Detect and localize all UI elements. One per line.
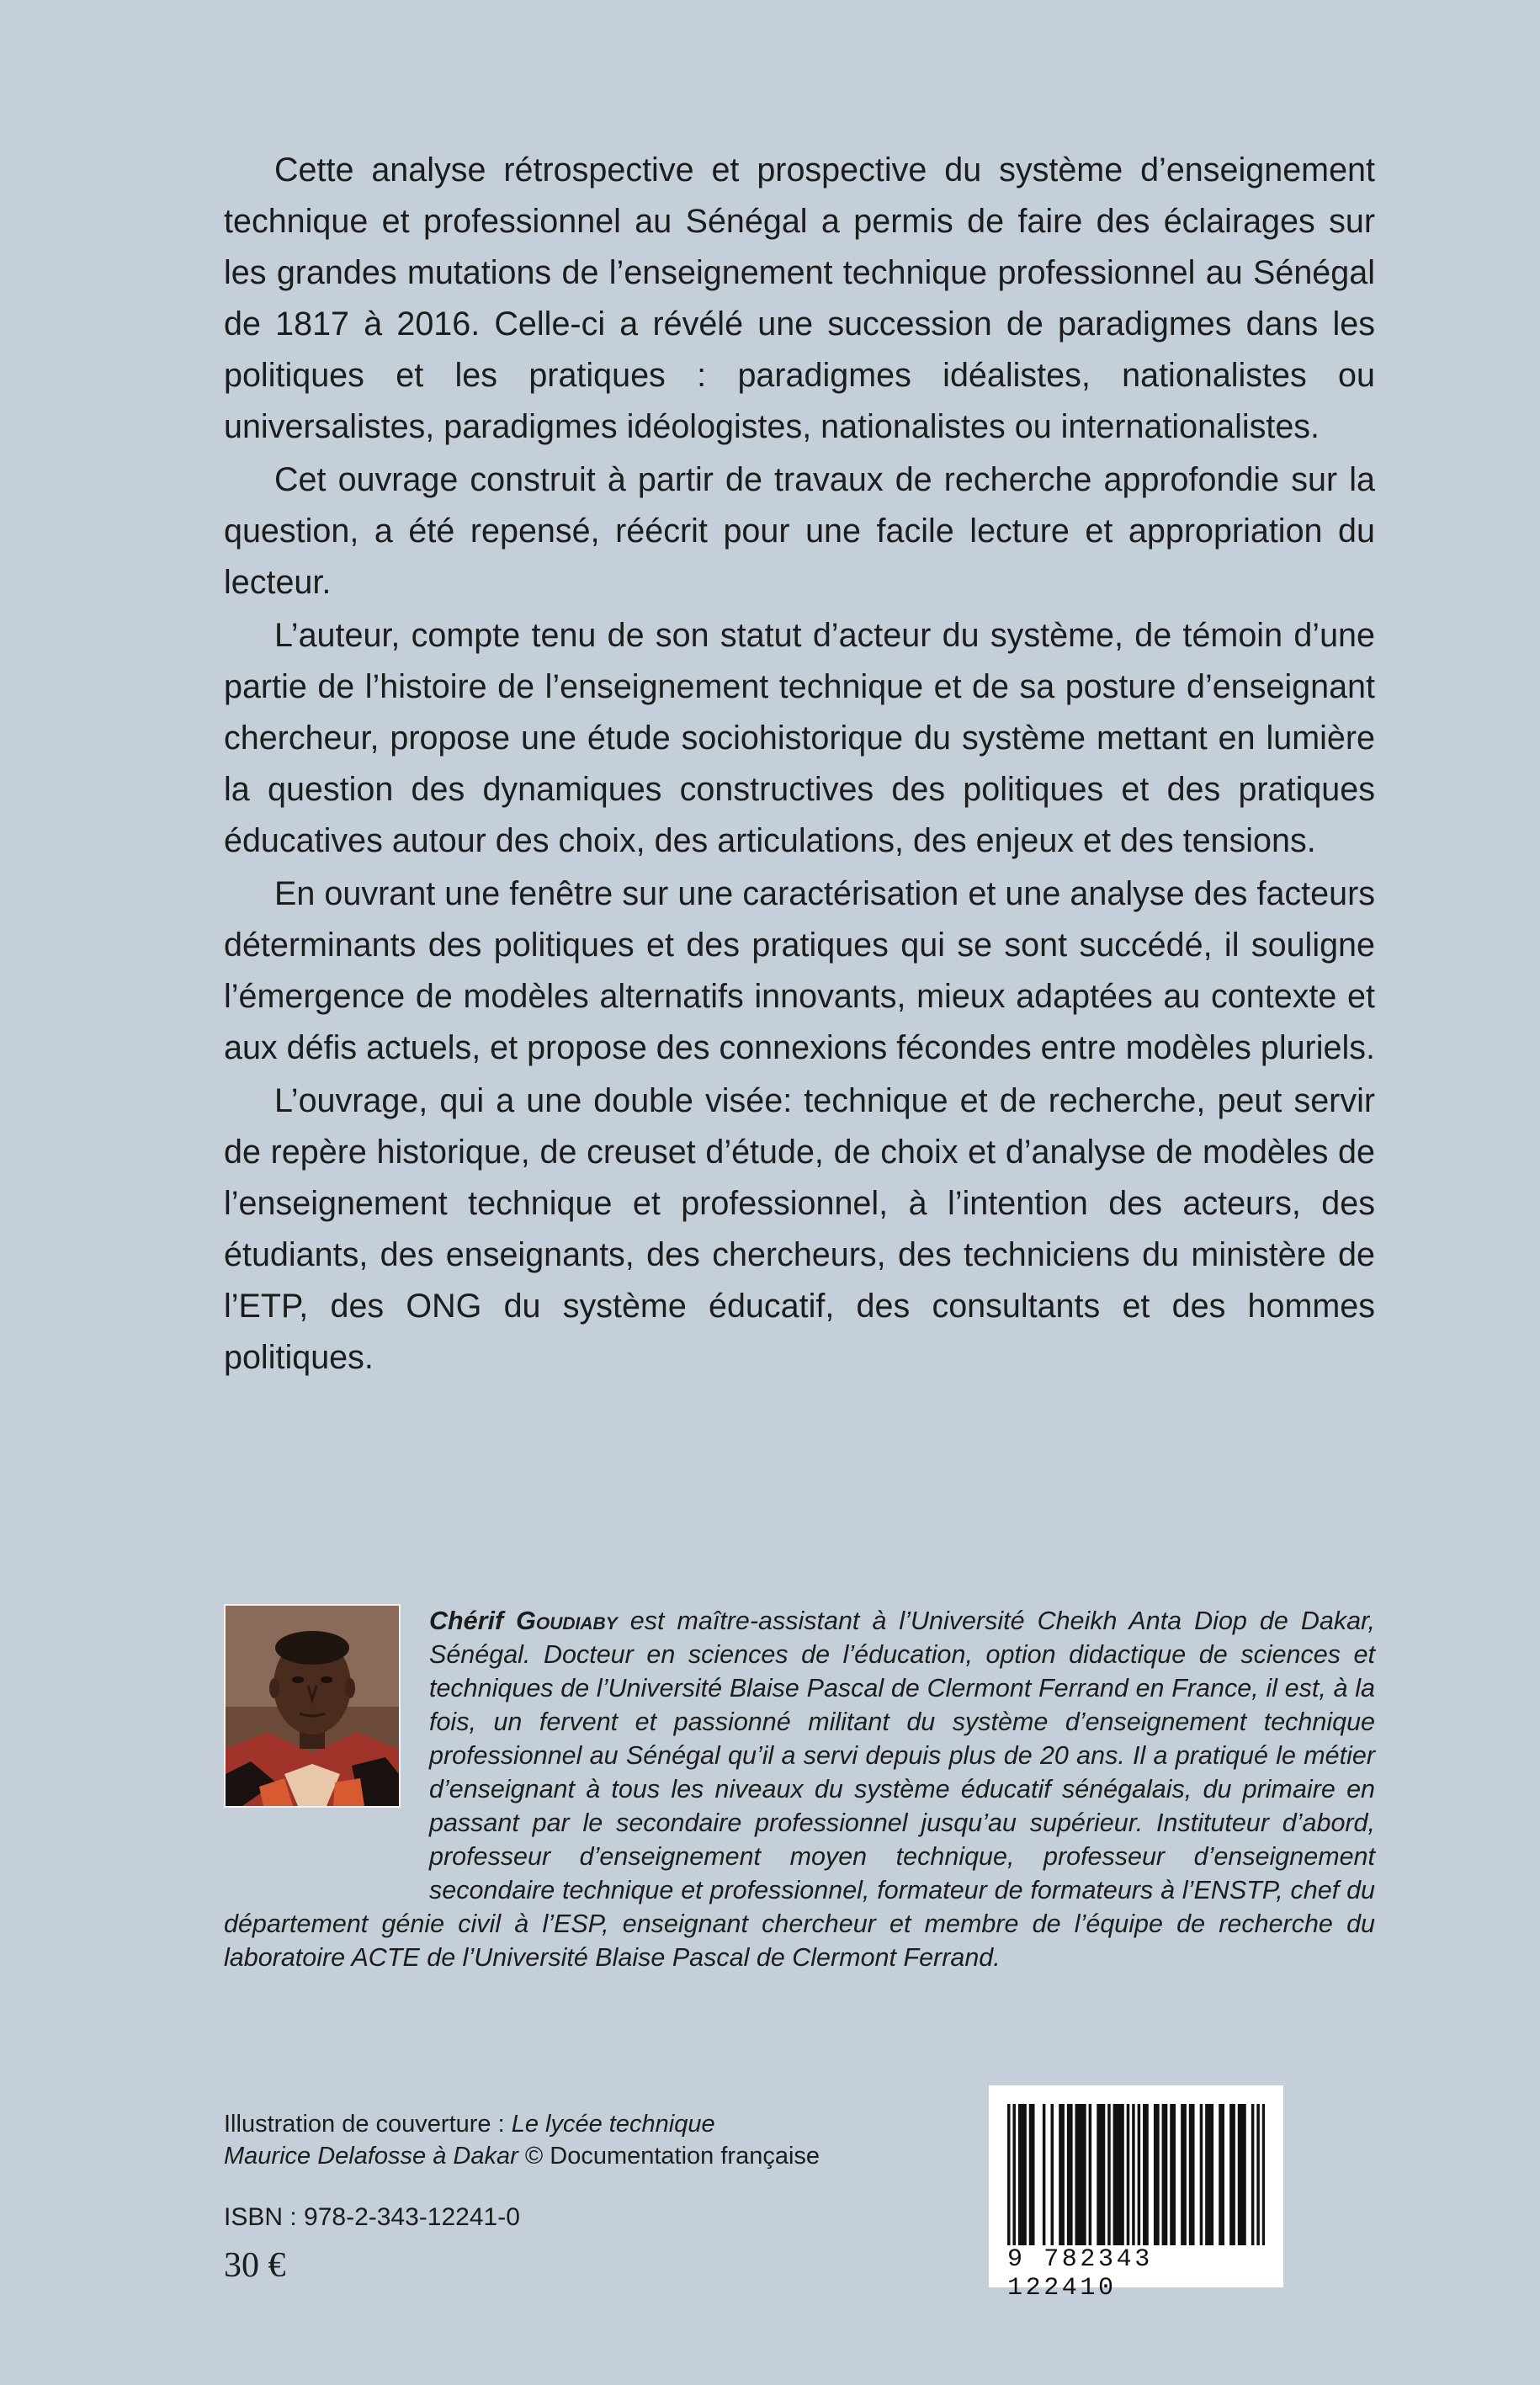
barcode-bar	[1118, 2104, 1122, 2245]
barcode-bar	[1067, 2104, 1070, 2245]
barcode-bar	[1183, 2104, 1187, 2245]
barcode-bar	[1121, 2104, 1124, 2245]
barcode-bar	[1051, 2104, 1054, 2245]
cover-illustration-credit	[224, 2108, 820, 2172]
barcode-bar	[1229, 2104, 1233, 2245]
barcode-bar	[1172, 2104, 1176, 2245]
author-last-name: Goudiaby	[516, 1607, 618, 1635]
barcode-bar	[1211, 2104, 1214, 2245]
barcode-bars	[1007, 2104, 1265, 2247]
author-bio	[224, 1604, 1375, 1974]
barcode-bar	[1208, 2104, 1211, 2245]
barcode-digits: 9 782343 122410	[1007, 2245, 1153, 2303]
photo-spacer	[224, 1604, 429, 1885]
barcode-bar	[1219, 2104, 1222, 2245]
barcode-bar	[1078, 2104, 1081, 2245]
barcode-bar	[1232, 2104, 1235, 2245]
barcode-bar	[1029, 2104, 1033, 2245]
barcode-bar	[1165, 2104, 1168, 2245]
author-first-name: Chérif	[429, 1607, 504, 1635]
barcode-bar	[1132, 2104, 1135, 2245]
barcode-bar	[1256, 2104, 1260, 2245]
barcode-bar	[1059, 2104, 1062, 2245]
barcode-bar	[1170, 2104, 1173, 2245]
barcode-bar	[1143, 2104, 1146, 2245]
barcode-bar	[1012, 2104, 1016, 2245]
barcode-bar	[1102, 2104, 1106, 2245]
barcode-bar	[1007, 2104, 1011, 2245]
author-bio-text: est maître-assistant à l’Université Cheikh Anta Diop de Dakar, Sénégal. Docteur en sciences de l’éducation, option didactique de sciences et techniques de l’Université Blaise Pascal de Clermont Ferrand en France, il est, à la fois, un fervent et passionné militant du système d’enseignement technique professionnel au Sénégal qu’il a servi depuis plus de 20 ans. Il a pratiqué le métier d’enseignant à tous les niveaux du système éducatif sénégalais, du primaire en passant par le secondaire professionnel jusqu’au supérieur. Instituteur d’abord, professeur d’enseignement moyen technique, professeur d’enseignement secondaire technique et professionnel, formateur de formateurs à l’ENSTP, chef du département génie civil à l’ESP, enseignant chercheur et membre de l’équipe de recherche du laboratoire ACTE de l’Université Blaise Pascal de Clermont Ferrand.	[224, 1607, 1375, 1972]
barcode-bar	[1162, 2104, 1166, 2245]
back-cover-blurb	[224, 145, 1375, 1385]
blurb-paragraph-2: Cet ouvrage construit à partir de travaux de recherche approfondie sur la question, a été repensé, réécrit pour une facile lecture et appropriation du lecteur.	[224, 461, 1375, 601]
barcode-bar	[1154, 2104, 1157, 2245]
blurb-paragraph-4: En ouvrant une fenêtre sur une caractérisation et une analyse des facteurs déterminants des politiques et des pratiques qui se sont succédé, il souligne l’émergence de modèles alternatifs innovants, mieux adaptées au contexte et aux défis actuels, et propose des connexions fécondes entre modèles pluriels.	[224, 875, 1375, 1066]
barcode-bar	[1083, 2104, 1086, 2245]
barcode-bar	[1189, 2104, 1192, 2245]
barcode-bar	[1145, 2104, 1149, 2245]
barcode-bar	[1097, 2104, 1100, 2245]
barcode	[989, 2085, 1283, 2303]
barcode-bar	[1089, 2104, 1092, 2245]
barcode-bar	[1023, 2104, 1027, 2245]
barcode-bar	[1018, 2104, 1022, 2245]
barcode-bar	[1243, 2104, 1246, 2245]
barcode-bar	[1192, 2104, 1195, 2245]
barcode-bar	[1021, 2104, 1024, 2245]
barcode-bar	[1043, 2104, 1046, 2245]
barcode-bar	[1238, 2104, 1241, 2245]
barcode-bar	[1075, 2104, 1079, 2245]
barcode-bar	[1107, 2104, 1111, 2245]
credit-prefix: Illustration de couverture :	[224, 2111, 512, 2138]
blurb-paragraph-1: Cette analyse rétrospective et prospective du système d’enseignement technique et professionnel au Sénégal a permis de faire des éclairages sur les grandes mutations de l’enseignement technique professionnel au Sénégal de 1817 à 2016. Celle-ci a révélé une succession de paradigmes dans les politiques et les pratiques : paradigmes idéalistes, nationalistes ou universalistes, paradigmes idéologistes, nationalistes ou internationalistes.	[224, 151, 1375, 445]
barcode-bar	[1262, 2104, 1265, 2245]
barcode-bar	[1138, 2104, 1141, 2245]
barcode-bar	[1127, 2104, 1130, 2245]
barcode-bar	[1200, 2104, 1203, 2245]
barcode-bar	[1032, 2104, 1035, 2245]
blurb-paragraph-3: L’auteur, compte tenu de son statut d’acteur du système, de témoin d’une partie de l’histoire de l’enseignement technique et de sa posture d’enseignant chercheur, propose une étude sociohistorique du système mettant en lumière la question des dynamiques constructives des politiques et des pratiques éducatives autour des choix, des articulations, des enjeux et des tensions.	[224, 617, 1375, 859]
price: 30 €	[224, 2246, 286, 2285]
barcode-bar	[1156, 2104, 1160, 2245]
blurb-paragraph-5: L’ouvrage, qui a une double visée: technique et de recherche, peut servir de repère historique, de creuset d’étude, de choix et d’analyse de modèles de l’enseignement technique et professionnel, à l’intention des acteurs, des étudiants, des enseignants, des chercheurs, des techniciens du ministère de l’ETP, des ONG du système éducatif, des consultants et des hommes politiques.	[224, 1082, 1375, 1376]
isbn: ISBN : 978-2-343-12241-0	[224, 2203, 520, 2231]
barcode-bar	[1240, 2104, 1244, 2245]
barcode-bar	[1081, 2104, 1084, 2245]
barcode-bar	[1181, 2104, 1184, 2245]
barcode-bar	[1205, 2104, 1208, 2245]
barcode-bar	[1221, 2104, 1224, 2245]
barcode-bar	[1116, 2104, 1119, 2245]
barcode-bar	[1113, 2104, 1117, 2245]
barcode-bar	[1100, 2104, 1103, 2245]
credit-title-part2: Maurice Delafosse à Dakar	[224, 2143, 518, 2170]
credit-suffix: © Documentation française	[518, 2143, 820, 2170]
barcode-bar	[1251, 2104, 1255, 2245]
barcode-bar	[1070, 2104, 1073, 2245]
credit-title-part1: Le lycée technique	[511, 2111, 715, 2138]
barcode-bar	[1061, 2104, 1065, 2245]
